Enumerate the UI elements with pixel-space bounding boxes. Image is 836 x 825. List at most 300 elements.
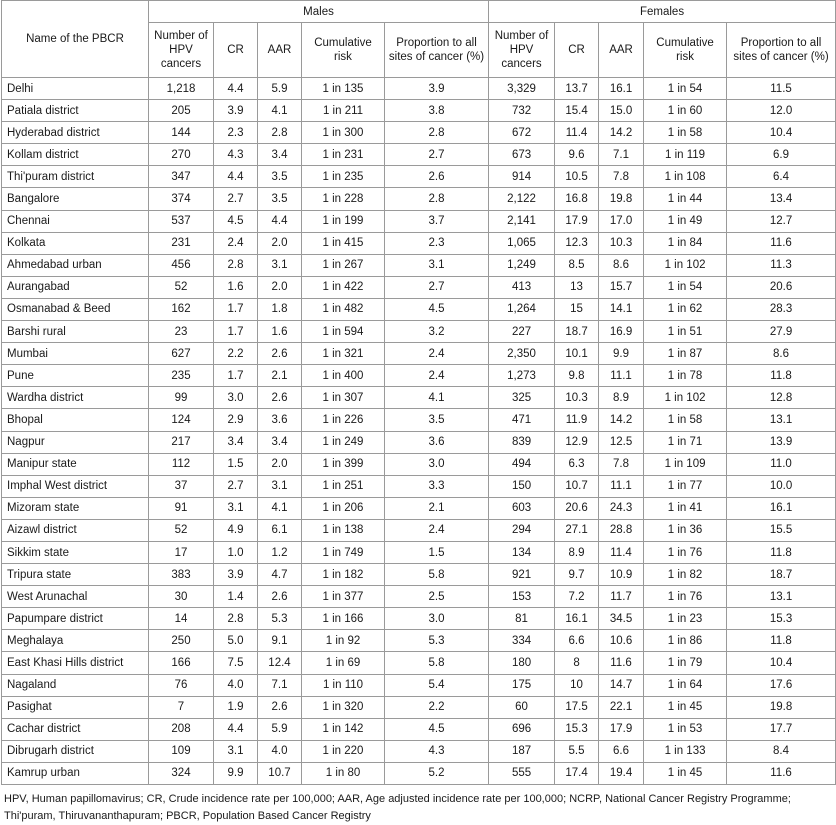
male-cr-cell: 2.7: [214, 475, 258, 497]
female-cumulative-risk-cell: 1 in 108: [644, 166, 727, 188]
male-proportion-cell: 5.3: [385, 630, 489, 652]
female-cumulative-risk-cell: 1 in 78: [644, 365, 727, 387]
female-cr-cell: 8.9: [555, 541, 599, 563]
male-count-cell: 52: [149, 276, 214, 298]
female-cumulative-risk-cell: 1 in 51: [644, 321, 727, 343]
male-proportion-cell: 2.4: [385, 343, 489, 365]
male-cumulative-risk-cell: 1 in 320: [302, 696, 385, 718]
female-aar-cell: 16.1: [599, 78, 644, 100]
male-proportion-cell: 3.7: [385, 210, 489, 232]
female-cr-cell: 6.3: [555, 453, 599, 475]
female-count-cell: 153: [489, 586, 555, 608]
male-cr-cell: 5.0: [214, 630, 258, 652]
male-aar-cell: 3.1: [258, 254, 302, 276]
female-cr-cell: 17.5: [555, 696, 599, 718]
male-cr-cell: 1.7: [214, 321, 258, 343]
female-cr-cell: 8: [555, 652, 599, 674]
female-cr-cell: 7.2: [555, 586, 599, 608]
table-row: [2, 100, 836, 122]
female-cr-cell: 10: [555, 674, 599, 696]
male-proportion-cell: 4.5: [385, 718, 489, 740]
table-row: [2, 409, 836, 431]
female-aar-cell: 19.8: [599, 188, 644, 210]
female-aar-cell: 11.1: [599, 475, 644, 497]
female-cr-cell: 10.5: [555, 166, 599, 188]
female-proportion-cell: 11.8: [727, 541, 836, 563]
male-cumulative-risk-cell: 1 in 377: [302, 586, 385, 608]
female-cumulative-risk-cell: 1 in 86: [644, 630, 727, 652]
table-row: [2, 276, 836, 298]
female-aar-cell: 7.8: [599, 166, 644, 188]
female-cumulative-risk-cell: 1 in 62: [644, 298, 727, 320]
male-proportion-cell: 4.3: [385, 740, 489, 762]
female-cumulative-risk-cell: 1 in 53: [644, 718, 727, 740]
female-aar-cell: 11.6: [599, 652, 644, 674]
male-count-cell: 374: [149, 188, 214, 210]
female-proportion-cell: 11.6: [727, 232, 836, 254]
male-proportion-cell: 3.3: [385, 475, 489, 497]
female-cr-cell: 9.7: [555, 564, 599, 586]
female-aar-cell: 24.3: [599, 497, 644, 519]
male-aar-cell: 1.8: [258, 298, 302, 320]
male-cumulative-risk-cell: 1 in 235: [302, 166, 385, 188]
male-count-cell: 37: [149, 475, 214, 497]
female-aar-cell: 14.7: [599, 674, 644, 696]
male-cr-cell: 1.6: [214, 276, 258, 298]
male-cumulative-risk-cell: 1 in 110: [302, 674, 385, 696]
male-aar-cell: 2.6: [258, 586, 302, 608]
female-aar-cell: 11.1: [599, 365, 644, 387]
male-cumulative-risk-cell: 1 in 228: [302, 188, 385, 210]
pbcr-name-cell: Sikkim state: [2, 541, 149, 563]
female-cumulative-risk-cell: 1 in 102: [644, 254, 727, 276]
male-cr-cell: 4.0: [214, 674, 258, 696]
male-count-cell: 14: [149, 608, 214, 630]
female-count-cell: 175: [489, 674, 555, 696]
female-count-cell: 81: [489, 608, 555, 630]
female-count-cell: 187: [489, 740, 555, 762]
table-row: [2, 652, 836, 674]
female-count-cell: 227: [489, 321, 555, 343]
female-cumulative-risk-cell: 1 in 58: [644, 409, 727, 431]
male-count-cell: 347: [149, 166, 214, 188]
male-cumulative-risk-cell: 1 in 220: [302, 740, 385, 762]
table-row: [2, 541, 836, 563]
male-proportion-cell: 3.8: [385, 100, 489, 122]
male-proportion-cell: 2.7: [385, 144, 489, 166]
female-count-cell: 732: [489, 100, 555, 122]
female-cr-cell: 8.5: [555, 254, 599, 276]
female-proportion-cell: 15.5: [727, 519, 836, 541]
male-aar-cell: 2.1: [258, 365, 302, 387]
female-cr-cell: 13: [555, 276, 599, 298]
female-count-cell: 1,264: [489, 298, 555, 320]
female-count-cell: 555: [489, 762, 555, 784]
female-cr-cell: 10.1: [555, 343, 599, 365]
male-cr-cell: 2.3: [214, 122, 258, 144]
male-count-cell: 91: [149, 497, 214, 519]
female-cumulative-risk-cell: 1 in 71: [644, 431, 727, 453]
male-aar-cell: 1.6: [258, 321, 302, 343]
male-proportion-cell: 3.0: [385, 608, 489, 630]
female-aar-cell: 7.1: [599, 144, 644, 166]
female-cr-cell: 12.9: [555, 431, 599, 453]
male-proportion-cell: 2.7: [385, 276, 489, 298]
female-proportion-cell: 17.7: [727, 718, 836, 740]
male-cumulative-risk-cell: 1 in 400: [302, 365, 385, 387]
female-cr-cell: 16.1: [555, 608, 599, 630]
male-cumulative-risk-cell: 1 in 267: [302, 254, 385, 276]
male-aar-cell: 4.1: [258, 100, 302, 122]
male-proportion-cell: 5.8: [385, 652, 489, 674]
female-count-cell: 294: [489, 519, 555, 541]
pbcr-name-cell: Nagaland: [2, 674, 149, 696]
male-cumulative-risk-cell: 1 in 231: [302, 144, 385, 166]
female-cumulative-risk-cell: 1 in 79: [644, 652, 727, 674]
female-proportion-cell: 6.9: [727, 144, 836, 166]
female-cumulative-risk-cell: 1 in 60: [644, 100, 727, 122]
female-cr-cell: 11.9: [555, 409, 599, 431]
male-cumulative-risk-cell: 1 in 307: [302, 387, 385, 409]
female-cr-cell: 15: [555, 298, 599, 320]
female-proportion-cell: 8.4: [727, 740, 836, 762]
table-row: [2, 254, 836, 276]
male-cumulative-risk-cell: 1 in 321: [302, 343, 385, 365]
table-row: [2, 696, 836, 718]
male-cr-cell: 9.9: [214, 762, 258, 784]
pbcr-name-cell: Kollam district: [2, 144, 149, 166]
male-cumulative-risk-cell: 1 in 300: [302, 122, 385, 144]
male-count-cell: 76: [149, 674, 214, 696]
male-cr-cell: 4.4: [214, 718, 258, 740]
table-row: [2, 343, 836, 365]
male-count-cell: 144: [149, 122, 214, 144]
female-cr-cell: 5.5: [555, 740, 599, 762]
male-aar-cell: 2.6: [258, 387, 302, 409]
male-count-cell: 30: [149, 586, 214, 608]
female-count-cell: 494: [489, 453, 555, 475]
male-proportion-cell: 2.8: [385, 188, 489, 210]
pbcr-name-cell: Tripura state: [2, 564, 149, 586]
table-row: [2, 78, 836, 100]
female-proportion-cell: 13.9: [727, 431, 836, 453]
female-count-cell: 2,141: [489, 210, 555, 232]
male-cumulative-risk-cell: 1 in 138: [302, 519, 385, 541]
female-aar-cell: 8.9: [599, 387, 644, 409]
female-cumulative-risk-cell: 1 in 54: [644, 78, 727, 100]
table-row: [2, 519, 836, 541]
table-row: [2, 453, 836, 475]
male-count-cell: 383: [149, 564, 214, 586]
female-proportion-cell: 28.3: [727, 298, 836, 320]
pbcr-name-cell: Nagpur: [2, 431, 149, 453]
male-cr-cell: 4.4: [214, 166, 258, 188]
pbcr-name-cell: Meghalaya: [2, 630, 149, 652]
female-proportion-cell: 11.6: [727, 762, 836, 784]
male-proportion-cell: 2.8: [385, 122, 489, 144]
female-aar-cell: 22.1: [599, 696, 644, 718]
male-cr-header: CR: [214, 23, 258, 78]
female-cumulative-risk-cell: 1 in 54: [644, 276, 727, 298]
female-cumulative-risk-cell: 1 in 23: [644, 608, 727, 630]
pbcr-name-cell: East Khasi Hills district: [2, 652, 149, 674]
female-aar-cell: 11.4: [599, 541, 644, 563]
male-cr-cell: 3.0: [214, 387, 258, 409]
male-proportion-cell: 3.1: [385, 254, 489, 276]
male-cumulative-risk-cell: 1 in 415: [302, 232, 385, 254]
female-aar-cell: 10.3: [599, 232, 644, 254]
female-proportion-cell: 15.3: [727, 608, 836, 630]
table-row: [2, 166, 836, 188]
female-cr-cell: 12.3: [555, 232, 599, 254]
male-aar-cell: 4.4: [258, 210, 302, 232]
male-cumulative-risk-cell: 1 in 206: [302, 497, 385, 519]
male-cr-cell: 3.9: [214, 100, 258, 122]
female-proportion-cell: 16.1: [727, 497, 836, 519]
male-count-cell: 7: [149, 696, 214, 718]
female-aar-cell: 34.5: [599, 608, 644, 630]
male-proportion-cell: 3.9: [385, 78, 489, 100]
female-cumulative-risk-cell: 1 in 36: [644, 519, 727, 541]
female-cr-cell: 18.7: [555, 321, 599, 343]
male-count-cell: 99: [149, 387, 214, 409]
male-count-cell: 456: [149, 254, 214, 276]
male-aar-cell: 3.4: [258, 431, 302, 453]
male-cumulative-risk-cell: 1 in 226: [302, 409, 385, 431]
male-cr-cell: 1.7: [214, 365, 258, 387]
female-cumulative-risk-cell: 1 in 45: [644, 696, 727, 718]
pbcr-name-cell: Ahmedabad urban: [2, 254, 149, 276]
male-aar-cell: 7.1: [258, 674, 302, 696]
female-count-cell: 471: [489, 409, 555, 431]
female-proportion-cell: 11.3: [727, 254, 836, 276]
male-count-cell: 109: [149, 740, 214, 762]
table-row: [2, 497, 836, 519]
male-cumulative-risk-cell: 1 in 166: [302, 608, 385, 630]
table-row: [2, 674, 836, 696]
male-proportion-cell: 2.4: [385, 519, 489, 541]
female-proportion-cell: 13.1: [727, 409, 836, 431]
female-cumulative-risk-cell: 1 in 58: [644, 122, 727, 144]
male-aar-cell: 4.7: [258, 564, 302, 586]
female-aar-cell: 10.9: [599, 564, 644, 586]
table-row: [2, 122, 836, 144]
table-row: [2, 298, 836, 320]
name-column-header: Name of the PBCR: [2, 1, 149, 78]
male-proportion-cell: 4.5: [385, 298, 489, 320]
pbcr-name-cell: Bhopal: [2, 409, 149, 431]
table-row: [2, 762, 836, 784]
male-cumulative-risk-cell: 1 in 182: [302, 564, 385, 586]
female-count-cell: 150: [489, 475, 555, 497]
table-body: [2, 78, 836, 785]
female-cr-cell: 15.4: [555, 100, 599, 122]
male-aar-cell: 4.1: [258, 497, 302, 519]
table-row: [2, 586, 836, 608]
male-cr-cell: 1.4: [214, 586, 258, 608]
female-aar-cell: 15.7: [599, 276, 644, 298]
male-cr-cell: 2.8: [214, 254, 258, 276]
female-proportion-cell: 11.8: [727, 365, 836, 387]
female-count-cell: 914: [489, 166, 555, 188]
female-proportion-cell: 13.4: [727, 188, 836, 210]
female-proportion-cell: 11.0: [727, 453, 836, 475]
males-group-header: Males: [149, 1, 489, 23]
male-cr-cell: 1.5: [214, 453, 258, 475]
table-row: [2, 210, 836, 232]
female-cumulative-risk-cell: 1 in 109: [644, 453, 727, 475]
male-count-cell: 112: [149, 453, 214, 475]
pbcr-name-cell: Pune: [2, 365, 149, 387]
male-cr-cell: 4.5: [214, 210, 258, 232]
male-cr-cell: 4.4: [214, 78, 258, 100]
pbcr-name-cell: Hyderabad district: [2, 122, 149, 144]
table-row: [2, 475, 836, 497]
male-aar-cell: 3.5: [258, 188, 302, 210]
female-proportion-cell: 12.0: [727, 100, 836, 122]
male-proportion-header: Proportion to all sites of cancer (%): [385, 23, 489, 78]
male-cr-cell: 3.4: [214, 431, 258, 453]
female-aar-cell: 14.2: [599, 122, 644, 144]
female-cr-cell: 6.6: [555, 630, 599, 652]
male-cr-cell: 7.5: [214, 652, 258, 674]
male-cumulative-risk-cell: 1 in 142: [302, 718, 385, 740]
male-aar-cell: 2.6: [258, 343, 302, 365]
male-cumulative-risk-header: Cumulative risk: [302, 23, 385, 78]
table-row: [2, 387, 836, 409]
female-proportion-cell: 10.4: [727, 122, 836, 144]
male-count-cell: 205: [149, 100, 214, 122]
female-cumulative-risk-cell: 1 in 133: [644, 740, 727, 762]
male-count-cell: 124: [149, 409, 214, 431]
male-cr-cell: 2.8: [214, 608, 258, 630]
male-proportion-cell: 2.4: [385, 365, 489, 387]
male-aar-cell: 12.4: [258, 652, 302, 674]
female-count-cell: 672: [489, 122, 555, 144]
male-count-cell: 324: [149, 762, 214, 784]
male-cumulative-risk-cell: 1 in 422: [302, 276, 385, 298]
male-aar-cell: 2.8: [258, 122, 302, 144]
male-count-cell: 231: [149, 232, 214, 254]
female-aar-header: AAR: [599, 23, 644, 78]
female-count-cell: 603: [489, 497, 555, 519]
females-group-header: Females: [489, 1, 836, 23]
female-cr-header: CR: [555, 23, 599, 78]
male-proportion-cell: 2.2: [385, 696, 489, 718]
male-cumulative-risk-cell: 1 in 251: [302, 475, 385, 497]
pbcr-name-cell: Thi'puram district: [2, 166, 149, 188]
male-aar-cell: 10.7: [258, 762, 302, 784]
male-count-cell: 627: [149, 343, 214, 365]
female-count-cell: 1,273: [489, 365, 555, 387]
pbcr-name-cell: Kamrup urban: [2, 762, 149, 784]
table-row: [2, 188, 836, 210]
male-count-cell: 162: [149, 298, 214, 320]
female-aar-cell: 6.6: [599, 740, 644, 762]
female-cr-cell: 9.8: [555, 365, 599, 387]
male-proportion-cell: 2.3: [385, 232, 489, 254]
male-cr-cell: 2.2: [214, 343, 258, 365]
male-count-cell: 17: [149, 541, 214, 563]
female-proportion-cell: 10.4: [727, 652, 836, 674]
pbcr-name-cell: Aurangabad: [2, 276, 149, 298]
male-proportion-cell: 2.5: [385, 586, 489, 608]
female-cr-cell: 13.7: [555, 78, 599, 100]
female-cumulative-risk-cell: 1 in 49: [644, 210, 727, 232]
female-cumulative-risk-cell: 1 in 76: [644, 541, 727, 563]
male-count-cell: 217: [149, 431, 214, 453]
female-cr-cell: 16.8: [555, 188, 599, 210]
male-cumulative-risk-cell: 1 in 482: [302, 298, 385, 320]
male-proportion-cell: 1.5: [385, 541, 489, 563]
male-aar-cell: 1.2: [258, 541, 302, 563]
male-cumulative-risk-cell: 1 in 594: [302, 321, 385, 343]
male-aar-cell: 2.0: [258, 276, 302, 298]
male-count-cell: 166: [149, 652, 214, 674]
male-cr-cell: 2.7: [214, 188, 258, 210]
female-cr-cell: 20.6: [555, 497, 599, 519]
male-proportion-cell: 4.1: [385, 387, 489, 409]
male-cr-cell: 3.1: [214, 497, 258, 519]
female-count-cell: 1,065: [489, 232, 555, 254]
female-aar-cell: 28.8: [599, 519, 644, 541]
table-header: [2, 1, 836, 78]
male-cumulative-risk-cell: 1 in 69: [302, 652, 385, 674]
male-cumulative-risk-cell: 1 in 135: [302, 78, 385, 100]
male-cumulative-risk-cell: 1 in 211: [302, 100, 385, 122]
male-aar-cell: 2.0: [258, 453, 302, 475]
female-aar-cell: 17.0: [599, 210, 644, 232]
female-cr-cell: 27.1: [555, 519, 599, 541]
table-row: [2, 321, 836, 343]
female-proportion-cell: 12.7: [727, 210, 836, 232]
male-aar-cell: 2.0: [258, 232, 302, 254]
female-cumulative-risk-cell: 1 in 44: [644, 188, 727, 210]
male-cr-cell: 2.4: [214, 232, 258, 254]
male-proportion-cell: 3.0: [385, 453, 489, 475]
pbcr-name-cell: Bangalore: [2, 188, 149, 210]
pbcr-name-cell: Pasighat: [2, 696, 149, 718]
female-aar-cell: 7.8: [599, 453, 644, 475]
table-row: [2, 365, 836, 387]
female-proportion-cell: 17.6: [727, 674, 836, 696]
female-count-cell: 60: [489, 696, 555, 718]
female-aar-cell: 14.2: [599, 409, 644, 431]
male-proportion-cell: 3.5: [385, 409, 489, 431]
table-row: [2, 431, 836, 453]
pbcr-name-cell: Osmanabad & Beed: [2, 298, 149, 320]
male-aar-cell: 3.4: [258, 144, 302, 166]
female-aar-cell: 14.1: [599, 298, 644, 320]
female-proportion-cell: 10.0: [727, 475, 836, 497]
male-cumulative-risk-cell: 1 in 80: [302, 762, 385, 784]
female-count-cell: 839: [489, 431, 555, 453]
male-cumulative-risk-cell: 1 in 749: [302, 541, 385, 563]
male-cr-cell: 3.1: [214, 740, 258, 762]
male-cumulative-risk-cell: 1 in 92: [302, 630, 385, 652]
table-row: [2, 144, 836, 166]
female-proportion-cell: 27.9: [727, 321, 836, 343]
table-row: [2, 718, 836, 740]
female-aar-cell: 9.9: [599, 343, 644, 365]
pbcr-name-cell: Papumpare district: [2, 608, 149, 630]
female-proportion-header: Proportion to all sites of cancer (%): [727, 23, 836, 78]
table-row: [2, 608, 836, 630]
pbcr-name-cell: Imphal West district: [2, 475, 149, 497]
male-count-cell: 250: [149, 630, 214, 652]
female-cumulative-risk-cell: 1 in 102: [644, 387, 727, 409]
female-proportion-cell: 6.4: [727, 166, 836, 188]
